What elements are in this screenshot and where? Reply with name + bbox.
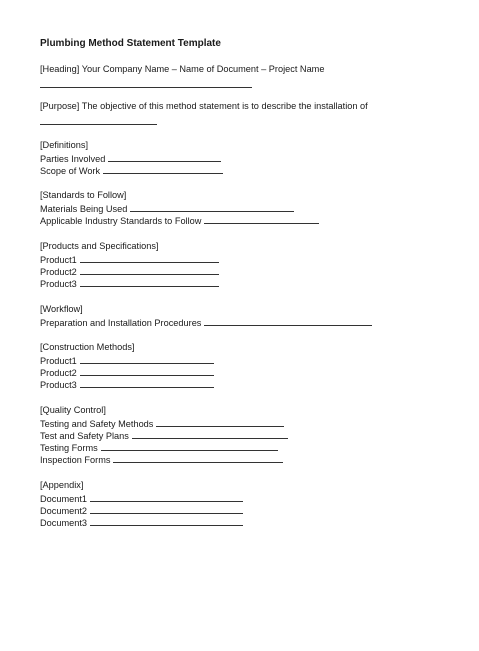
- quality-item-safety-plans: Test and Safety Plans: [40, 429, 288, 442]
- section-quality-header: [Quality Control]: [40, 405, 106, 415]
- purpose-line: [Purpose] The objective of this method statement is to describe the installation of: [40, 101, 368, 111]
- section-construction-header: [Construction Methods]: [40, 342, 135, 352]
- products-item-1: Product1: [40, 253, 219, 266]
- quality-item-testing-forms: Testing Forms: [40, 441, 278, 454]
- section-definitions-header: [Definitions]: [40, 140, 89, 150]
- appendix-item-3: Document3: [40, 516, 243, 529]
- products-item-2: Product2: [40, 265, 219, 278]
- standards-item-industry: Applicable Industry Standards to Follow: [40, 214, 319, 227]
- purpose-blank-line: [40, 115, 157, 128]
- construction-item-2: Product2: [40, 366, 214, 379]
- appendix-item-1: Document1: [40, 492, 243, 505]
- construction-item-3: Product3: [40, 378, 214, 391]
- definitions-item-scope: Scope of Work: [40, 164, 223, 177]
- quality-item-inspection-forms: Inspection Forms: [40, 453, 283, 466]
- appendix-item-2: Document2: [40, 504, 243, 517]
- section-standards-header: [Standards to Follow]: [40, 190, 127, 200]
- definitions-item-parties: Parties Involved: [40, 152, 221, 165]
- section-products-header: [Products and Specifications]: [40, 241, 159, 251]
- products-item-3: Product3: [40, 277, 219, 290]
- quality-item-testing-methods: Testing and Safety Methods: [40, 417, 284, 430]
- standards-item-materials: Materials Being Used: [40, 202, 294, 215]
- construction-item-1: Product1: [40, 354, 214, 367]
- section-appendix-header: [Appendix]: [40, 480, 84, 490]
- workflow-item-procedures: Preparation and Installation Procedures: [40, 316, 372, 329]
- document-title: Plumbing Method Statement Template: [40, 38, 221, 49]
- heading-line: [Heading] Your Company Name – Name of Document – Project Name: [40, 64, 325, 74]
- heading-blank-line: [40, 78, 252, 91]
- section-workflow-header: [Workflow]: [40, 304, 83, 314]
